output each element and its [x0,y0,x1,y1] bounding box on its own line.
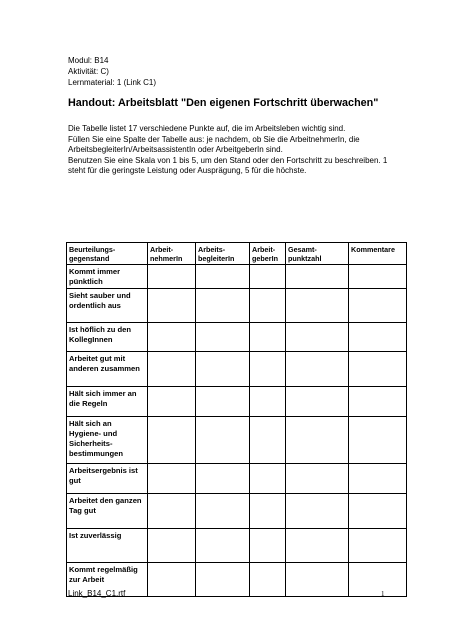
score-cell[interactable] [148,289,196,323]
score-cell[interactable] [286,563,349,597]
score-cell[interactable] [148,563,196,597]
assessment-table [66,242,407,597]
score-cell[interactable] [196,563,250,597]
row-label: Ist zuverlässig [67,529,148,563]
score-cell[interactable] [286,265,349,289]
aktivitaet-line: Aktivität: C) [68,67,109,76]
table-row [67,464,407,494]
score-cell[interactable] [250,323,286,352]
lernmaterial-line: Lernmaterial: 1 (Link C1) [68,78,157,87]
column-header-criterion: Beurteilungs-gegenstand [67,243,148,265]
column-header-employee: Arbeit-nehmerIn [148,243,196,265]
score-cell[interactable] [148,464,196,494]
footer-filename: Link_B14_C1.rtf [68,589,126,598]
comment-cell[interactable] [349,529,407,563]
score-cell[interactable] [286,464,349,494]
comment-cell[interactable] [349,464,407,494]
column-header-total: Gesamt-punktzahl [286,243,349,265]
row-label: Arbeitet gut mit anderen zusammen [67,352,148,387]
table-row [67,494,407,529]
row-label: Ist höflich zu den KollegInnen [67,323,148,352]
score-cell[interactable] [250,352,286,387]
score-cell[interactable] [250,289,286,323]
intro-paragraph-1: Die Tabelle listet 17 verschiedene Punkte auf, die im Arbeitsleben wichtig sind. [68,124,346,133]
score-cell[interactable] [196,529,250,563]
comment-cell[interactable] [349,265,407,289]
score-cell[interactable] [286,494,349,529]
table-row [67,417,407,464]
row-label: Arbeitsergebnis ist gut [67,464,148,494]
modul-line: Modul: B14 [68,56,109,65]
intro-paragraph-2: Füllen Sie eine Spalte der Tabelle aus: je nachdem, ob Sie die ArbeitnehmerIn, die ArbeitsbegleiterIn/ArbeitsassistentIn oder ArbeitgeberIn sind. [68,134,360,154]
score-cell[interactable] [196,417,250,464]
score-cell[interactable] [196,289,250,323]
column-header-employer: Arbeit-geberIn [250,243,286,265]
page-title: Handout: Arbeitsblatt "Den eigenen Fortschritt überwachen" [68,97,379,109]
row-label: Hält sich immer an die Regeln [67,387,148,417]
score-cell[interactable] [250,563,286,597]
score-cell[interactable] [196,494,250,529]
score-cell[interactable] [250,494,286,529]
comment-cell[interactable] [349,323,407,352]
intro-paragraph-3: Benutzen Sie eine Skala von 1 bis 5, um den Stand oder den Fortschritt zu beschreiben. 1 steht für die geringste Leistung oder Ausprägung, 5 für die höchste. [68,155,388,175]
row-label: Kommt regelmäßig zur Arbeit [67,563,148,597]
score-cell[interactable] [148,417,196,464]
score-cell[interactable] [250,417,286,464]
score-cell[interactable] [196,352,250,387]
table-row [67,387,407,417]
comment-cell[interactable] [349,563,407,597]
score-cell[interactable] [148,387,196,417]
column-header-job-coach: Arbeits-begleiterIn [196,243,250,265]
score-cell[interactable] [286,387,349,417]
comment-cell[interactable] [349,387,407,417]
score-cell[interactable] [286,352,349,387]
score-cell[interactable] [196,265,250,289]
table-row [67,529,407,563]
document-meta [68,55,156,88]
score-cell[interactable] [286,417,349,464]
comment-cell[interactable] [349,417,407,464]
comment-cell[interactable] [349,352,407,387]
score-cell[interactable] [196,464,250,494]
score-cell[interactable] [148,494,196,529]
footer-page-number: 1 [381,590,385,598]
score-cell[interactable] [196,323,250,352]
row-label: Hält sich an Hygiene- und Sicherheits-bestimmungen [67,417,148,464]
row-label: Arbeitet den ganzen Tag gut [67,494,148,529]
score-cell[interactable] [148,529,196,563]
score-cell[interactable] [148,265,196,289]
score-cell[interactable] [286,289,349,323]
row-label: Kommt immer pünktlich [67,265,148,289]
score-cell[interactable] [250,265,286,289]
score-cell[interactable] [196,387,250,417]
score-cell[interactable] [250,387,286,417]
comment-cell[interactable] [349,289,407,323]
score-cell[interactable] [250,529,286,563]
table-row [67,352,407,387]
score-cell[interactable] [286,323,349,352]
table-header-row [67,243,407,265]
score-cell[interactable] [148,323,196,352]
column-header-comments: Kommentare [349,243,407,265]
table-row [67,289,407,323]
row-label: Sieht sauber und ordentlich aus [67,289,148,323]
table-row [67,323,407,352]
table-row [67,265,407,289]
score-cell[interactable] [286,529,349,563]
score-cell[interactable] [250,464,286,494]
intro-text [68,124,398,177]
score-cell[interactable] [148,352,196,387]
comment-cell[interactable] [349,494,407,529]
